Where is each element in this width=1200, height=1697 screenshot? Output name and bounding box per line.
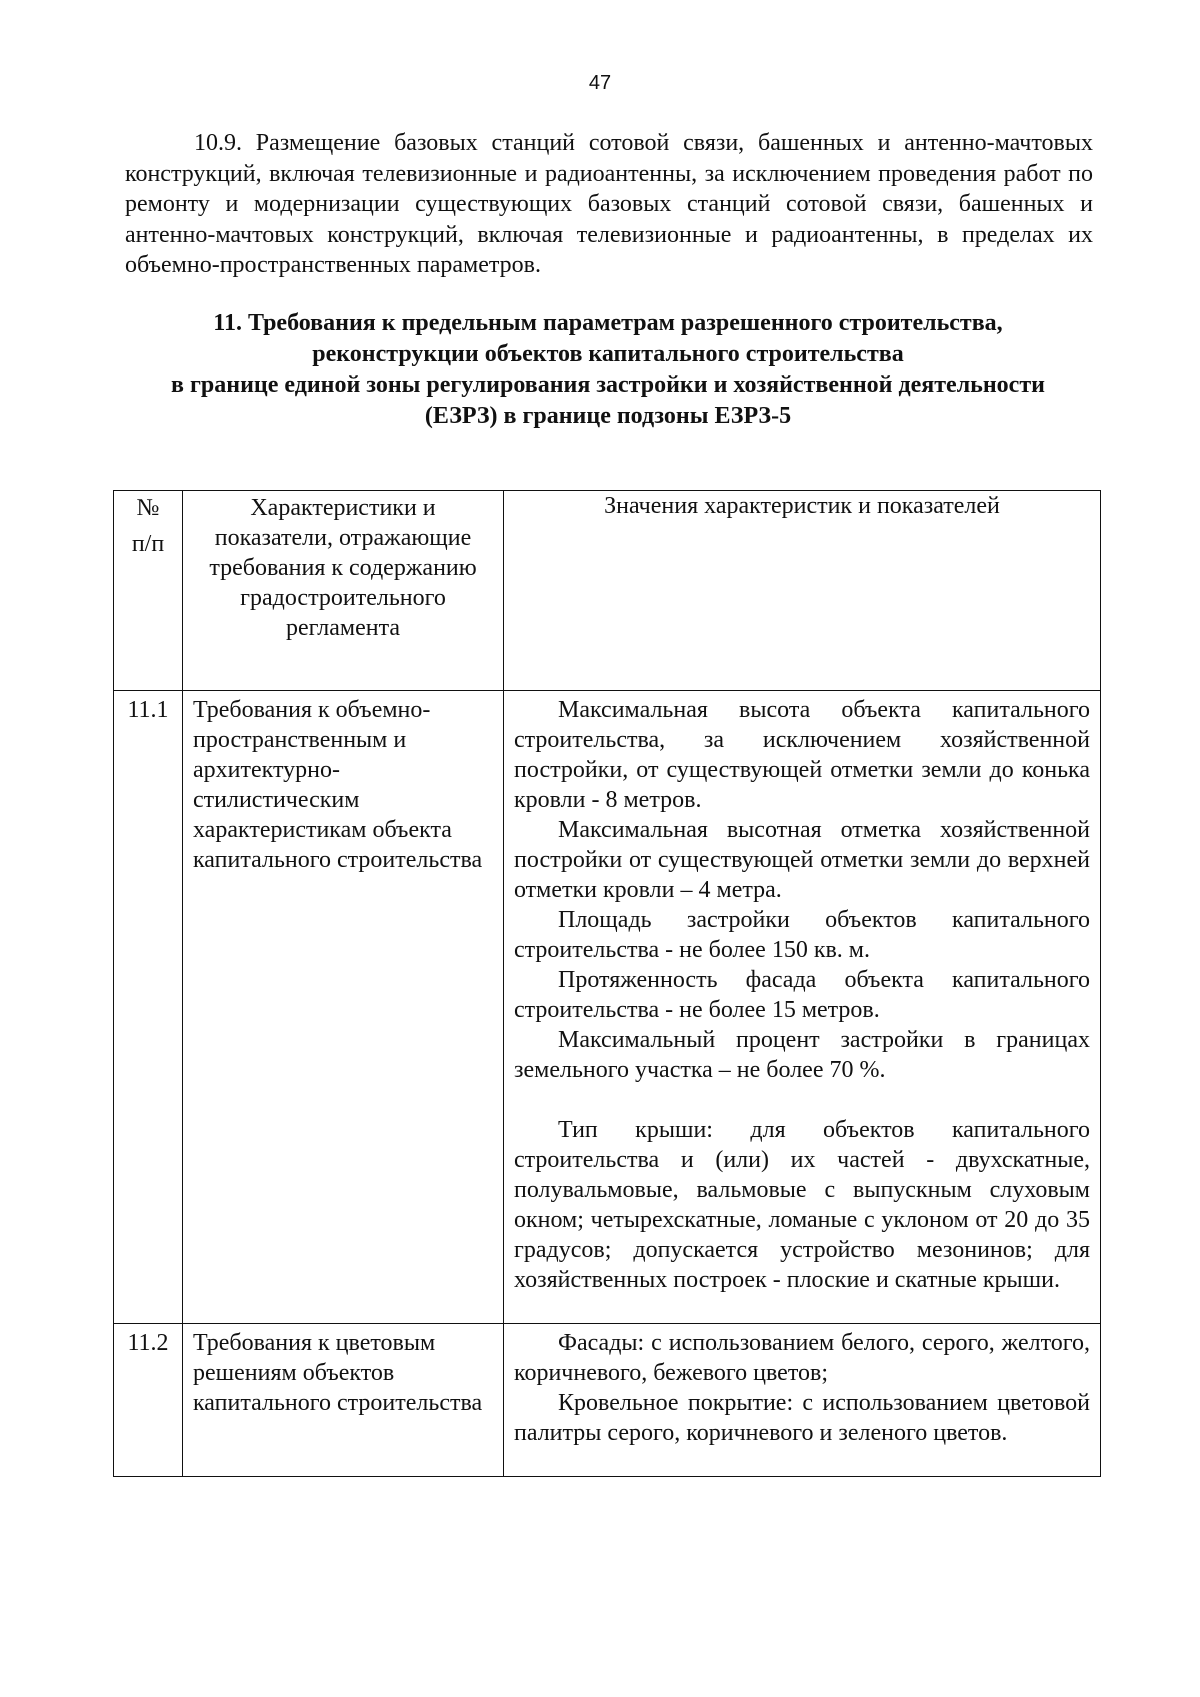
header-characteristics: Характеристики и показатели, отражающие требования к содержанию градостроительного регламента xyxy=(183,491,504,691)
value-paragraph: Максимальная высотная отметка хозяйственной постройки от существующей отметки земли до верхней отметки кровли – 4 метра. xyxy=(514,817,1090,903)
row-values xyxy=(504,1324,1101,1477)
value-paragraph: Площадь застройки объектов капитального строительства - не более 150 кв. м. xyxy=(514,907,1090,963)
value-paragraph: Максимальный процент застройки в границах земельного участка – не более 70 %. xyxy=(514,1027,1090,1083)
row-number: 11.1 xyxy=(114,691,183,1324)
header-number xyxy=(114,491,183,691)
value-paragraph: Протяженность фасада объекта капитального строительства - не более 15 метров. xyxy=(514,967,1090,1023)
section-heading-line: в границе единой зоны регулирования застройки и хозяйственной деятельности xyxy=(171,372,1045,398)
row-characteristic: Требования к цветовым решениям объектов капитального строительства xyxy=(183,1324,504,1477)
section-heading-line: реконструкции объектов капитального строительства xyxy=(312,341,904,367)
section-heading-line: (ЕЗРЗ) в границе подзоны ЕЗРЗ-5 xyxy=(424,403,792,429)
row-number: 11.2 xyxy=(114,1324,183,1477)
value-paragraph: Кровельное покрытие: с использованием цветовой палитры серого, коричневого и зеленого цветов. xyxy=(514,1390,1090,1446)
page-number: 47 xyxy=(588,72,612,94)
header-values: Значения характеристик и показателей xyxy=(504,491,1101,691)
value-paragraph: Фасады: с использованием белого, серого, желтого, коричневого, бежевого цветов; xyxy=(514,1330,1090,1386)
value-paragraph: Тип крыши: для объектов капитального строительства и (или) их частей - двухскатные, полувальмовые, вальмовые с выпускным слуховым окном; четырехскатные, ломаные с уклоном от 20 до 35 градусов; допускается устройство мезонинов; для хозяйственных построек - плоские и скатные крыши. xyxy=(514,1117,1090,1293)
table-header-row xyxy=(114,491,1101,691)
value-paragraph: Максимальная высота объекта капитального строительства, за исключением хозяйственной постройки, от существующей отметки земли до конька кровли - 8 метров. xyxy=(514,697,1090,813)
row-characteristic: Требования к объемно-пространственным и архитектурно-стилистическим характеристикам объекта капитального строительства xyxy=(183,691,504,1324)
intro-paragraph: 10.9. Размещение базовых станций сотовой связи, башенных и антенно-мачтовых конструкций, включая телевизионные и радиоантенны, за исключением проведения работ по ремонту и модернизации существующих базовых станций сотовой связи, башенных и антенно-мачтовых конструкций, включая телевизионные и радиоантенны, в пределах их объемно-пространственных параметров. xyxy=(125,130,1093,278)
section-heading-line: 11. Требования к предельным параметрам разрешенного строительства, xyxy=(213,310,1003,336)
table-row xyxy=(114,691,1101,1324)
header-number-symbol: № xyxy=(136,495,160,521)
header-number-label: п/п xyxy=(131,531,165,557)
requirements-table xyxy=(113,490,1101,1477)
section-heading xyxy=(100,308,1116,432)
row-values xyxy=(504,691,1101,1324)
table-row xyxy=(114,1324,1101,1477)
